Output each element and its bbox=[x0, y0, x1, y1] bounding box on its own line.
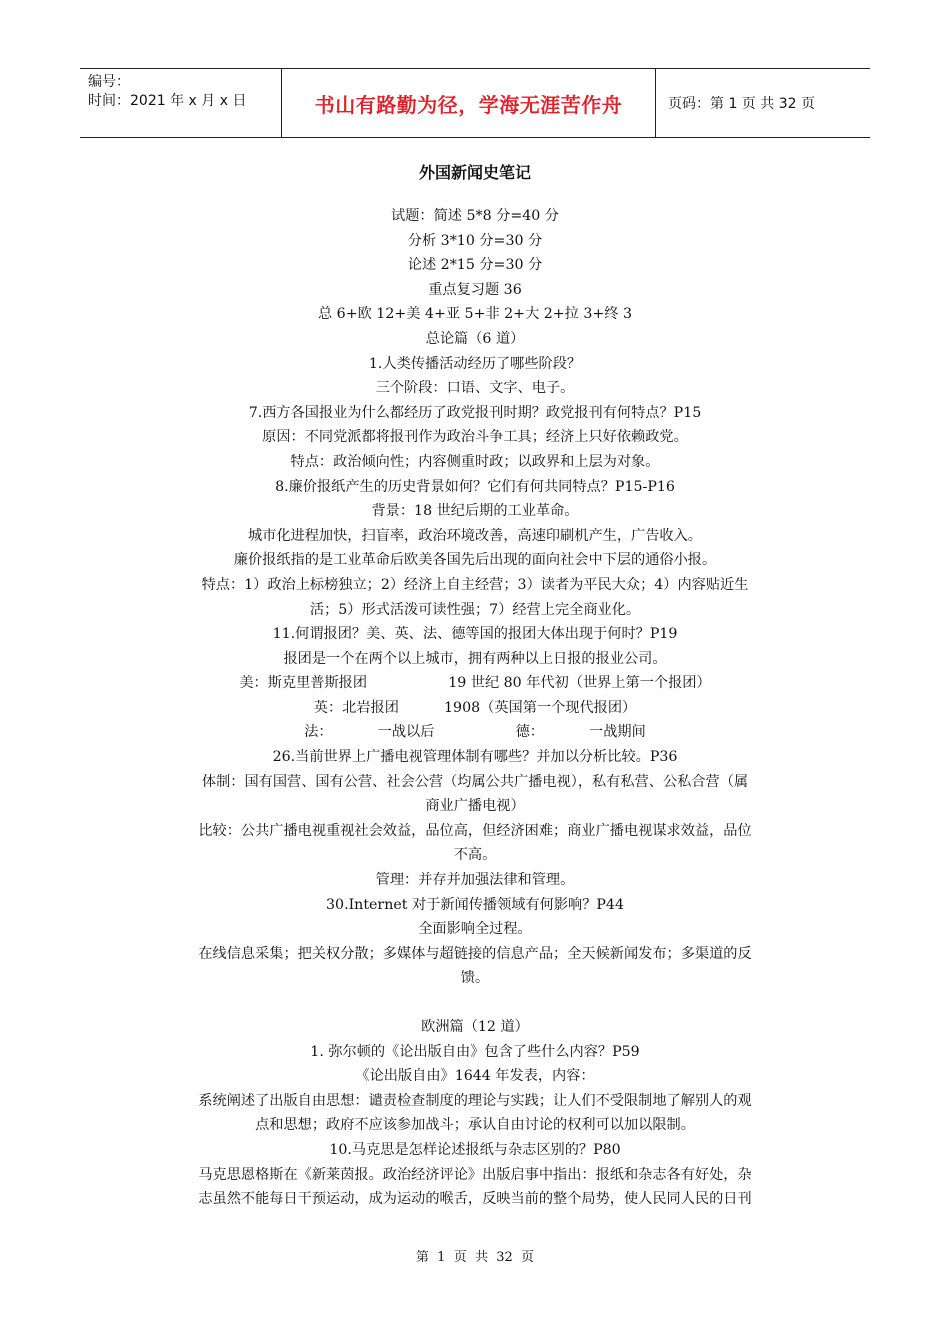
text-line: 特点：1）政治上标榜独立；2）经济上自主经营；3）读者为平民大众；4）内容贴近生 bbox=[201, 576, 749, 593]
text-line: 11.何谓报团？美、英、法、德等国的报团大体出现于何时？P19 bbox=[272, 626, 678, 643]
text-line: 全面影响全过程。 bbox=[418, 921, 532, 938]
document-body bbox=[150, 204, 800, 1212]
text-line: 8.廉价报纸产生的历史背景如何？它们有何共同特点？P15-P16 bbox=[275, 478, 675, 495]
text-line: 美：斯克里普斯报团 19 世纪 80 年代初（世界上第一个报团） bbox=[239, 675, 711, 692]
motto: 书山有路勤为径，学海无涯苦作舟 bbox=[314, 92, 623, 117]
header-motto-cell bbox=[282, 69, 656, 137]
text-line: 试题：简述 5*8 分=40 分 bbox=[391, 208, 559, 224]
document-title: 外国新闻史笔记 bbox=[418, 163, 531, 182]
date-label: 时间：2021 年 x 月 x 日 bbox=[88, 93, 247, 109]
text-line: 7.西方各国报业为什么都经历了政党报刊时期？政党报刊有何特点？P15 bbox=[248, 404, 702, 421]
text-line: 背景：18 世纪后期的工业革命。 bbox=[371, 503, 579, 520]
section-heading: 欧洲篇（12 道） bbox=[421, 1019, 529, 1035]
text-line: 原因：不同党派都将报刊作为政治斗争工具；经济上只好依赖政党。 bbox=[262, 429, 688, 446]
text-line: 10.马克思是怎样论述报纸与杂志区别的？P80 bbox=[329, 1141, 621, 1158]
text-line: 法： 一战以后 德： 一战期间 bbox=[304, 724, 646, 741]
text-line: 报团是一个在两个以上城市，拥有两种以上日报的报业公司。 bbox=[283, 650, 667, 667]
text-line: 重点复习题 36 bbox=[428, 281, 522, 298]
text-line: 论述 2*15 分=30 分 bbox=[407, 257, 543, 274]
page-header bbox=[80, 68, 870, 138]
text-line: 30.Internet 对于新闻传播领域有何影响？P44 bbox=[326, 896, 624, 913]
text-line: 管理：并存并加强法律和管理。 bbox=[375, 872, 575, 889]
page-info: 页码：第 1 页 共 32 页 bbox=[668, 96, 815, 112]
text-line: 1.人类传播活动经历了哪些阶段？ bbox=[368, 355, 582, 372]
header-page-cell bbox=[656, 69, 870, 137]
text-line: 馈。 bbox=[460, 970, 490, 987]
section-gap bbox=[150, 991, 800, 1015]
text-line: 总论篇（6 道） bbox=[425, 330, 525, 347]
text-line: 比较：公共广播电视重视社会效益，品位高，但经济困难；商业广播电视谋求效益，品位 bbox=[198, 822, 752, 839]
text-line: 分析 3*10 分=30 分 bbox=[407, 232, 543, 249]
text-line: 马克思恩格斯在《新莱茵报。政治经济评论》出版启事中指出：报纸和杂志各有好处，杂 bbox=[198, 1166, 752, 1183]
text-line: 商业广播电视） bbox=[425, 798, 525, 815]
text-line: 英：北岩报团 1908（英国第一个现代报团） bbox=[313, 699, 637, 716]
text-line: 活；5）形式活泼可读性强；7）经营上完全商业化。 bbox=[309, 601, 641, 618]
page-footer: 第 1 页 共 32 页 bbox=[415, 1250, 535, 1265]
text-line: 点和思想；政府不应该参加战斗；承认自由讨论的权利可以加以限制。 bbox=[255, 1117, 695, 1134]
text-line: 城市化进程加快，扫盲率，政治环境改善，高速印刷机产生，广告收入。 bbox=[247, 527, 702, 544]
text-line: 《论出版自由》1644 年发表，内容： bbox=[355, 1068, 595, 1085]
text-line: 廉价报纸指的是工业革命后欧美各国先后出现的面向社会中下层的通俗小报。 bbox=[233, 552, 717, 569]
text-line: 特点：政治倾向性；内容侧重时政；以政界和上层为对象。 bbox=[290, 453, 660, 470]
text-line: 在线信息采集；把关权分散；多媒体与超链接的信息产品；全天候新闻发布；多渠道的反 bbox=[198, 945, 752, 962]
text-line: 志虽然不能每日干预运动，成为运动的喉舌，反映当前的整个局势，使人民同人民的日刊 bbox=[198, 1191, 752, 1208]
code-label: 编号： bbox=[88, 74, 130, 90]
text-line: 体制：国有国营、国有公营、社会公营（均属公共广播电视），私有私营、公私合营（属 bbox=[201, 773, 749, 790]
header-meta bbox=[80, 69, 282, 137]
text-line: 系统阐述了出版自由思想：谴责检查制度的理论与实践；让人们不受限制地了解别人的观 bbox=[198, 1092, 752, 1109]
text-line: 不高。 bbox=[453, 847, 497, 864]
text-line: 总 6+欧 12+美 4+亚 5+非 2+大 2+拉 3+终 3 bbox=[317, 306, 633, 323]
text-line: 1. 弥尔顿的《论出版自由》包含了些什么内容？P59 bbox=[310, 1043, 640, 1060]
text-line: 26.当前世界上广播电视管理体制有哪些？并加以分析比较。P36 bbox=[272, 749, 678, 766]
text-line: 三个阶段：口语、文字、电子。 bbox=[375, 380, 575, 397]
